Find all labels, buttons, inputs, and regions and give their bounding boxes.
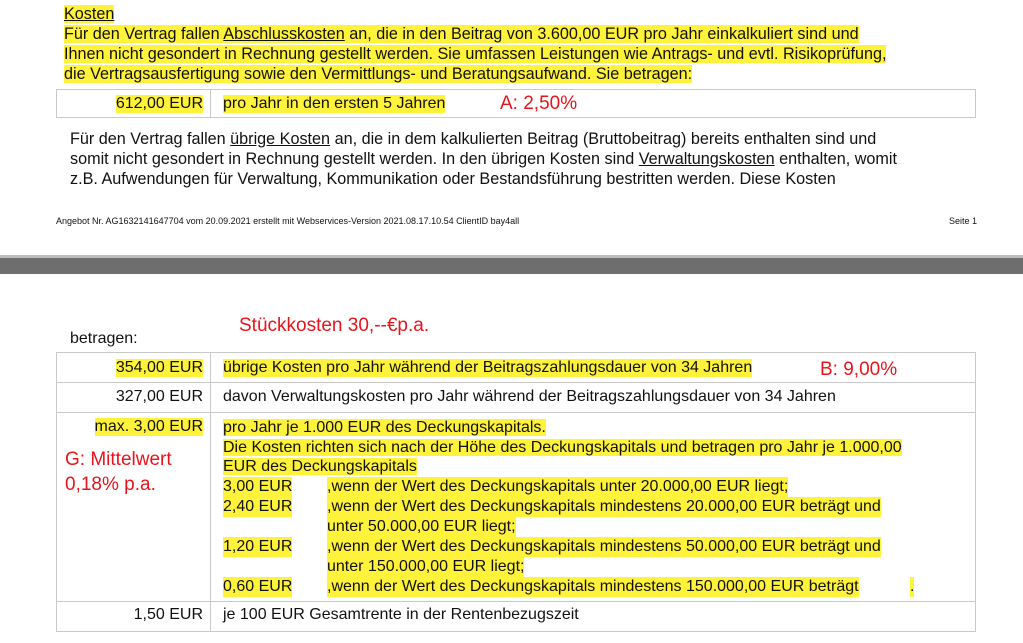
- row-amount: 354,00 EUR: [115, 359, 203, 376]
- cost-row-uebrige: [56, 352, 976, 383]
- term-uebrige-kosten: übrige Kosten: [230, 130, 331, 148]
- row-amount: 1,50 EUR: [133, 606, 203, 623]
- paragraph-uebrige: Für den Vertrag fallen übrige Kosten an, die in dem kalkulierten Beitrag (Bruttobeitrag) bereits enthalten sind und somit nicht gesondert in Rechnung gestellt werden. In den übrigen Kosten sind Verwaltungskosten enthalten, womit z.B. Aufwendungen für Verwaltung, Kommunikation oder Bestandsführung bestritten werden. Diese Kosten: [70, 130, 897, 188]
- footer-left: Angebot Nr. AG1632141647704 vom 20.09.2021 erstellt mit Webservices-Version 2021.08.17.10.54 ClientID bay4all: [56, 216, 520, 226]
- row-description: pro Jahr je 1.000 EUR des Deckungskapitals. Die Kosten richten sich nach der Höhe des Deckungskapitals und betragen pro Jahr je 1.000,00 EUR des Deckungskapitals: [223, 419, 902, 475]
- annotation-g: G: Mittelwert 0,18% p.a.: [65, 449, 172, 495]
- term-abschlusskosten: Abschlusskosten: [223, 25, 345, 43]
- section-heading: Kosten: [64, 5, 115, 23]
- row-amount: 612,00 EUR: [115, 95, 203, 112]
- tier-row: 2,40 EUR ,wenn der Wert des Deckungskapitals mindestens 20.000,00 EUR beträgt und unter 50.000,00 EUR liegt;: [223, 498, 881, 535]
- row-amount: max. 3,00 EUR: [94, 418, 203, 435]
- annotation-b: B: 9,00%: [820, 359, 898, 380]
- cost-row-verwaltung: [56, 382, 976, 413]
- paragraph-abschluss: Für den Vertrag fallen Abschlusskosten an, die in den Beitrag von 3.600,00 EUR pro Jahr einkalkuliert sind und Ihnen nicht gesondert in Rechnung gestellt werden. Sie umfassen Leistungen wie Antrags- und evtl. Risikoprüfung, die Vertragsausfertigung sowie den Vermittlungs- und Beratungsaufwand. Sie betragen:: [64, 25, 887, 83]
- row-description: pro Jahr in den ersten 5 Jahren: [223, 95, 446, 112]
- annotation-stueckkosten: Stückkosten 30,--€p.a.: [239, 315, 430, 336]
- term-verwaltungskosten: Verwaltungskosten: [638, 150, 775, 168]
- row-description: davon Verwaltungskosten pro Jahr während der Beitragszahlungsdauer von 34 Jahren: [223, 388, 836, 405]
- row-description: je 100 EUR Gesamtrente in der Rentenbezugszeit: [223, 606, 579, 623]
- row-amount: 327,00 EUR: [115, 388, 203, 405]
- cost-row-abschluss: [56, 89, 976, 118]
- page-divider: [0, 258, 1023, 274]
- tier-row: 0,60 EUR ,wenn der Wert des Deckungskapitals mindestens 150.000,00 EUR beträgt .: [223, 578, 915, 595]
- tier-row: 1,20 EUR ,wenn der Wert des Deckungskapitals mindestens 50.000,00 EUR beträgt und unter 150.000,00 EUR liegt;: [223, 538, 881, 575]
- cost-row-rente: [56, 601, 976, 632]
- row-description: übrige Kosten pro Jahr während der Beitragszahlungsdauer von 34 Jahren: [223, 359, 753, 376]
- betragen-label: betragen:: [70, 330, 138, 347]
- tier-row: 3,00 EUR ,wenn der Wert des Deckungskapitals unter 20.000,00 EUR liegt;: [223, 478, 789, 495]
- cost-row-deckungskapital: [56, 412, 976, 602]
- tier-list: [223, 477, 963, 597]
- annotation-a: A: 2,50%: [500, 93, 578, 114]
- footer-page-number: Seite 1: [948, 216, 977, 226]
